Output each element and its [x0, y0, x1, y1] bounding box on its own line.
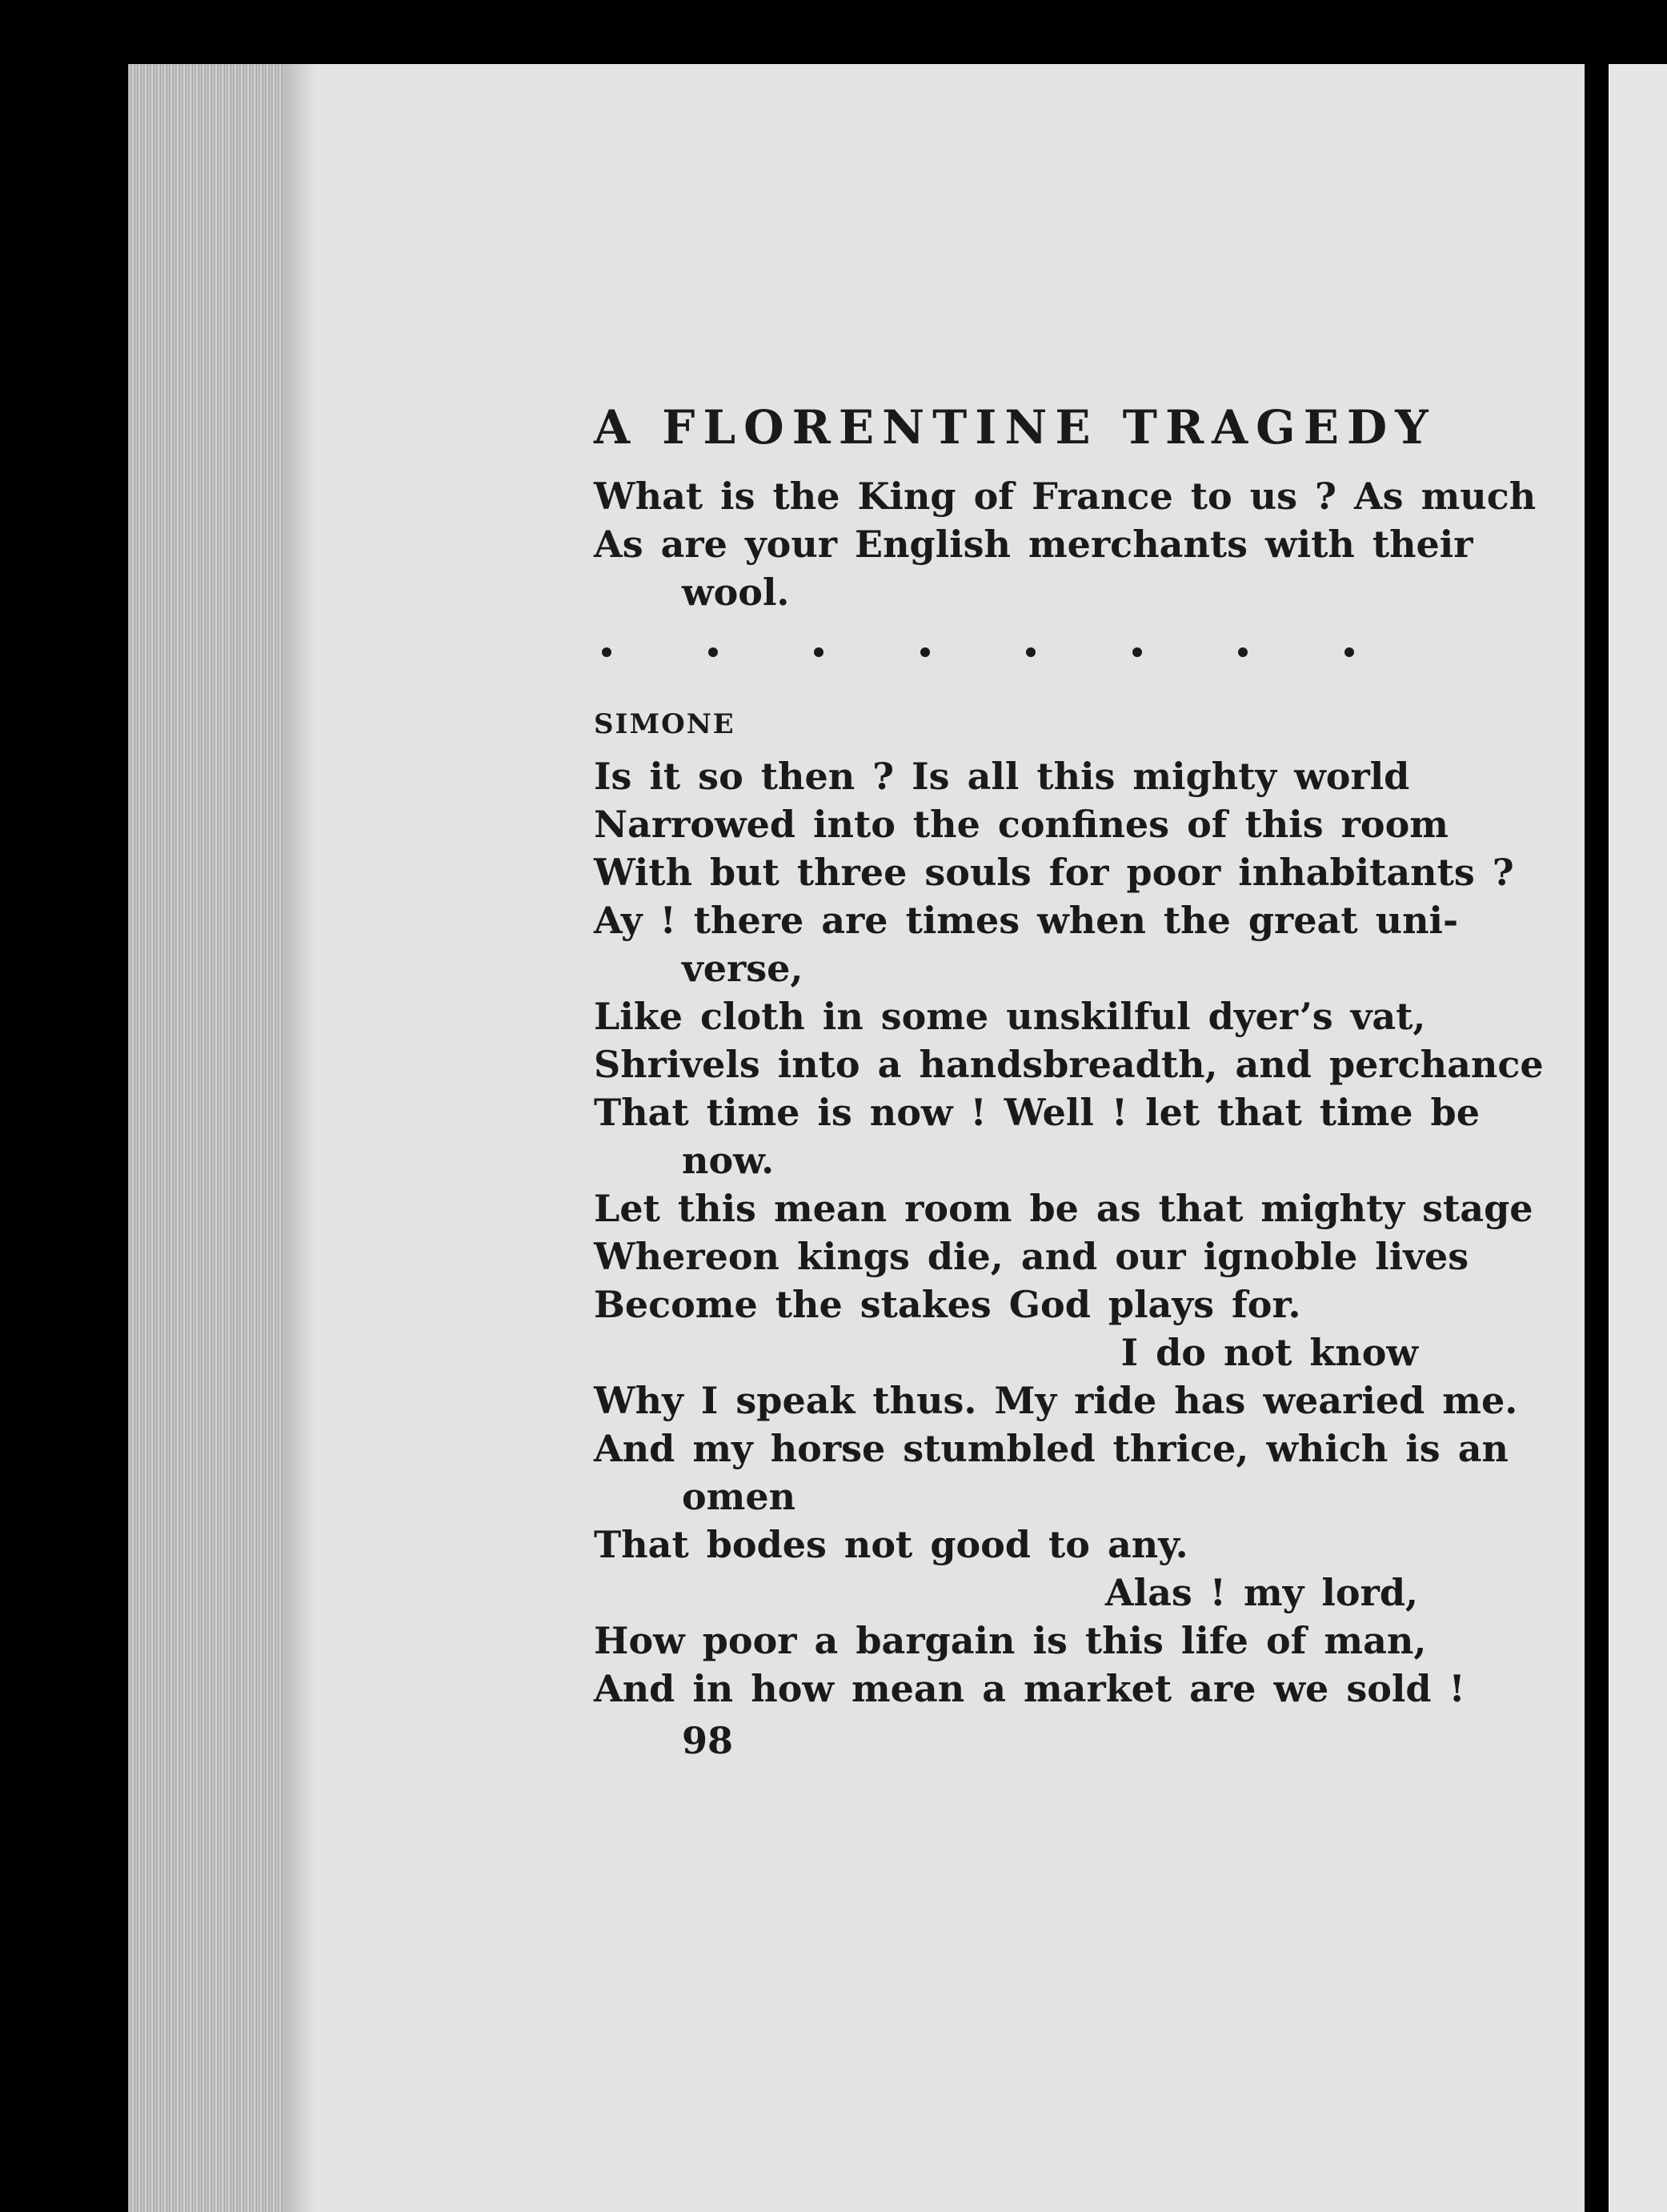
verse-line: omen	[682, 1475, 796, 1518]
verse-line: Alas ! my lord,	[1104, 1571, 1418, 1614]
verse-line: Narrowed into the confines of this room	[594, 803, 1449, 846]
speaker-name: SIMONE	[594, 708, 735, 740]
dot	[1344, 647, 1354, 657]
verse-block	[594, 472, 1544, 1769]
verse-line: And in how mean a market are we sold !	[594, 1667, 1465, 1710]
verse-line: now.	[682, 1139, 775, 1182]
running-title: A FLORENTINE TRAGEDY	[594, 400, 1437, 455]
verse-line: Become the stakes God plays for.	[594, 1283, 1301, 1326]
verse-line: Why I speak thus. My ride has wearied me.	[594, 1379, 1518, 1422]
verse-line: Ay ! there are times when the great uni-	[594, 899, 1459, 942]
dot	[1238, 647, 1248, 657]
dot	[602, 647, 611, 657]
page-edges	[128, 64, 284, 2212]
verse-line: Let this mean room be as that mighty stage	[594, 1187, 1533, 1230]
dot	[814, 647, 823, 657]
verse-line: Whereon kings die, and our ignoble lives	[594, 1235, 1469, 1278]
page-number: 98	[682, 1719, 734, 1762]
dot	[708, 647, 718, 657]
ellipsis-dots	[594, 616, 1442, 688]
facing-page-edge	[1609, 64, 1667, 2212]
verse-line: wool.	[682, 571, 790, 614]
dot	[920, 647, 930, 657]
verse-line: As are your English merchants with their	[594, 523, 1473, 566]
verse-line: And my horse stumbled thrice, which is an	[594, 1427, 1509, 1470]
dot	[1026, 647, 1036, 657]
dot	[1132, 647, 1142, 657]
verse-line: Shrivels into a handsbreadth, and perchance	[594, 1043, 1544, 1086]
verse-line: That time is now ! Well ! let that time be	[594, 1091, 1480, 1134]
verse-line: What is the King of France to us ? As much	[594, 475, 1537, 518]
verse-line: verse,	[682, 947, 803, 990]
verse-line: With but three souls for poor inhabitants ?	[594, 851, 1514, 894]
verse-line: That bodes not good to any.	[594, 1523, 1188, 1566]
verse-line: How poor a bargain is this life of man,	[594, 1619, 1427, 1662]
verse-line: Like cloth in some unskilful dyer’s vat,	[594, 995, 1426, 1038]
verse-line: Is it so then ? Is all this mighty world	[594, 755, 1410, 798]
verse-line: I do not know	[1120, 1331, 1418, 1374]
